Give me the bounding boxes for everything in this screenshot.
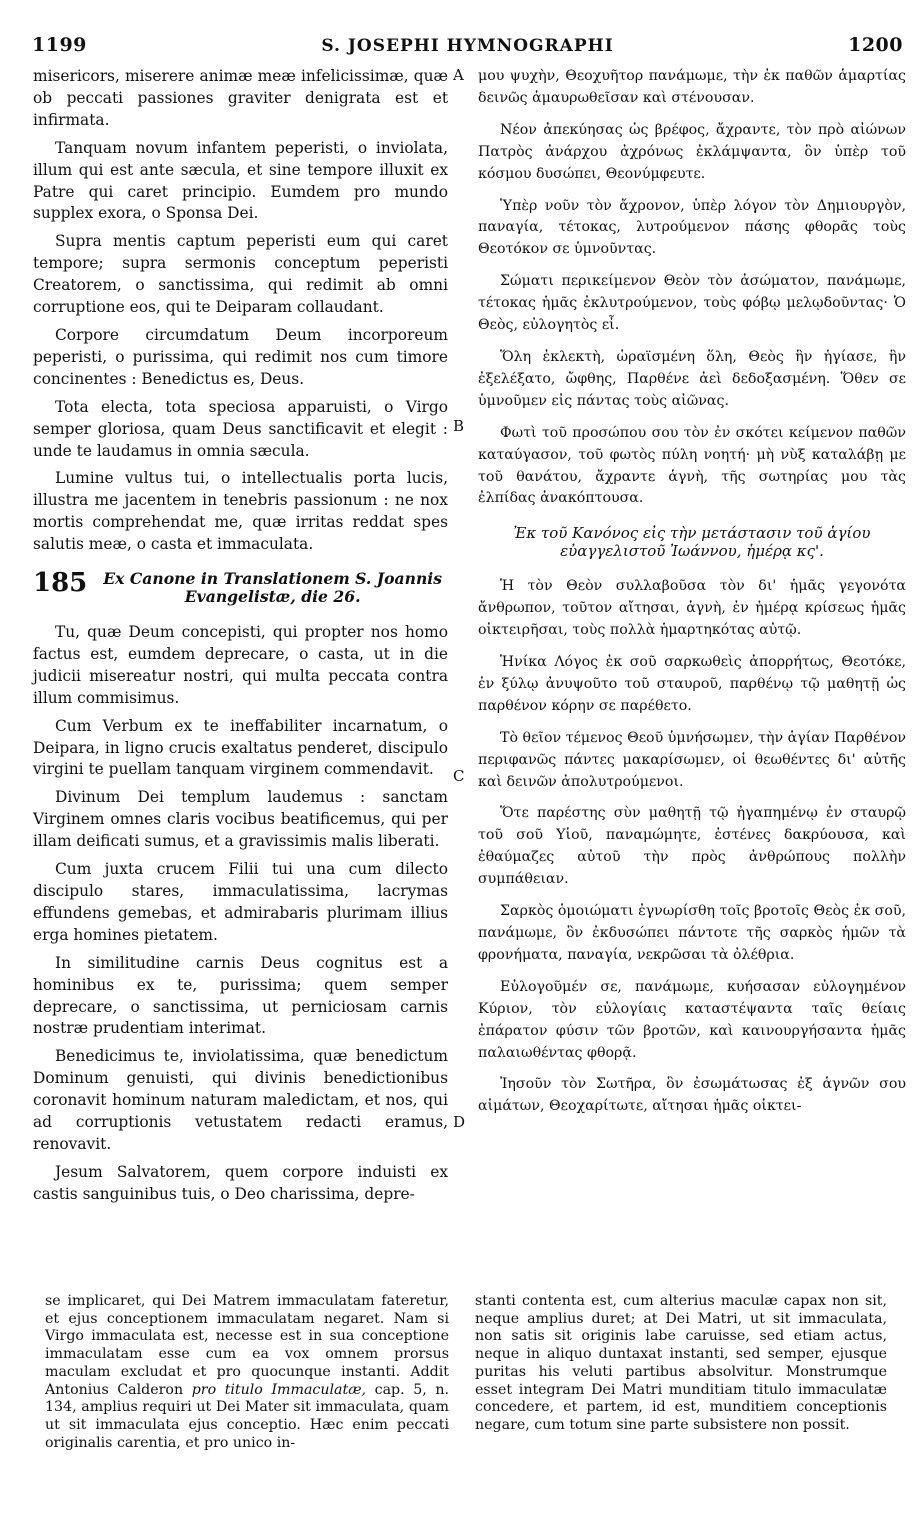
margin-letter-a: A (453, 66, 464, 84)
latin-paragraph: Benedicimus te, inviolatissima, quæ benedictum Dominum genuisti, qui divinis benedictionibus coronavit hominum naturam maledictam, et nos, qui ad corruptionis vetustatem redacti eramus, renovavit. (33, 1047, 448, 1153)
greek-column (478, 66, 906, 1128)
latin-paragraph: Tanquam novum infantem peperisti, o inviolata, illum qui est ante sæcula, et sine tempore illuxit ex Patre qui caret principio. Eumdem pro mundo supplex exora, o Sponsa Dei. (33, 138, 448, 223)
margin-letter-b: B (453, 417, 465, 435)
greek-paragraph: Ὅλη ἐκλεκτὴ, ὡραϊσμένη ὅλη, Θεὸς ἣν ἡγίασε, ἣν ἐξελέξατο, ὤφθης, Παρθένε ἀεὶ δεδοξασμένη. Ὅθεν σε ὑμνοῦμεν εἰς πάντας τοὺς αἰῶνας. (478, 348, 906, 409)
greek-paragraph: Ὑπὲρ νοῦν τὸν ἄχρονον, ὑπὲρ λόγον τὸν Δημιουργὸν, παναγία, τέτοκας, λυτρούμενον πάσης φθορᾶς τοὺς Θεοτόκον σε ὑμνοῦντας. (478, 197, 906, 258)
greek-paragraph: Σώματι περικείμενον Θεὸν τὸν ἀσώματον, πανάμωμε, τέτοκας ἡμᾶς ἐκλυτρούμενον, τοὺς φόβῳ μελῳδοῦντας· Ὁ Θεὸς, εὐλογητὸς εἶ. (478, 273, 906, 334)
latin-paragraph: In similitudine carnis Deus cognitus est a hominibus ex te, purissima; quem semper deprecare, o sanctissima, ut perniciosam carnis nostræ prudentiam interimat. (33, 953, 448, 1038)
footnote-left-text (45, 1293, 449, 1452)
greek-paragraph: Ἰησοῦν τὸν Σωτῆρα, ὃν ἐσωμάτωσας ἐξ ἁγνῶν σου αἱμάτων, Θεοχαρίτωτε, αἴτησαι ἡμᾶς οἰκτει- (478, 1076, 906, 1115)
right-page-number: 1200 (848, 34, 903, 56)
latin-section-heading (33, 570, 448, 606)
footnote-right (475, 1293, 887, 1435)
latin-paragraph: Tu, quæ Deum concepisti, qui propter nos homo factus est, eumdem deprecare, o casta, ut in die judicii misereatur nostri, qui multa peccata contra illum commisimus. (33, 623, 448, 707)
latin-paragraph: Supra mentis captum peperisti eum qui caret tempore; supra sermonis conceptum peperisti Creatorem, o sanctissima, qui redimit ab omni corruptione eos, qui te Deiparam collaudant. (33, 232, 448, 317)
latin-paragraph: misericors, miserere animæ meæ infelicissimæ, quæ ob peccati passiones graviter denigrata est et infirmata. (33, 67, 448, 129)
latin-paragraph: Jesum Salvatorem, quem corpore induisti ex castis sanguinibus tuis, o Deo charissima, depre- (33, 1162, 448, 1203)
section-number: 185 (33, 568, 88, 599)
footnote-right-text: stanti contenta est, cum alterius maculæ capax non sit, neque amplius duret; at Dei Matri, ut sit immaculata, non satis sit originis labe caruisse, sed etiam actus, neque in aliquo duntaxat instanti, sed semper, ejusque puritas his veluti partibus absolvitur. Monstrumque esset integram Dei Matri munditiam titulo immaculatæ concedere, et partem, id est, munditiem conceptionis negare, cum totum sine parte subsistere non possit. (475, 1293, 887, 1433)
greek-paragraph: Εὐλογοῦμέν σε, πανάμωμε, κυήσασαν εὐλογημένον Κύριον, τὸν εὐλογίαις καταστέψαντα ταῖς θείαις ἐπάρατον φύσιν τῶν βροτῶν, καὶ καινουργήσαντα ἡμᾶς παλαιωθέντας φθορᾷ. (478, 978, 906, 1061)
greek-paragraph: Νέον ἀπεκύησας ὡς βρέφος, ἄχραντε, τὸν πρὸ αἰώνων Πατρὸς ἀνάρχου ἀχρόνως ἐκλάμψαντα, ὃν ὑπὲρ τοῦ κόσμου δυσώπει, Θεονύμφευτε. (478, 121, 906, 182)
footnote-italic-citation: pro titulo Immaculatæ, (191, 1381, 367, 1398)
greek-paragraph: Ἡνίκα Λόγος ἐκ σοῦ σαρκωθεὶς ἀπορρήτως, Θεοτόκε, ἐν ξύλῳ ἀνυψοῦτο τοῦ σταυροῦ, παρθένῳ τῷ μαθητῇ ὡς παρθένον κόρην σε παρέθετο. (478, 654, 906, 714)
greek-paragraph: μου ψυχὴν, Θεοχυῆτορ πανάμωμε, τὴν ἐκ παθῶν ἁμαρτίας δεινῶς ἀμαυρωθεῖσαν καὶ στένουσαν. (478, 68, 906, 106)
footnote-text-part: cap. 5, n. 134, amplius requiri ut Dei Mater sit immaculata, quam ut sit immaculata ejus conceptio. Hæc enim peccati originalis carentia, et pro unico in- (45, 1381, 449, 1451)
margin-letter-d: D (453, 1113, 466, 1131)
latin-paragraph: Corpore circumdatum Deum incorporeum peperisti, o purissima, qui redimit nos cum timore concinentes : Benedictus es, Deus. (33, 325, 448, 388)
latin-column (33, 66, 448, 1212)
latin-paragraph: Divinum Dei templum laudemus : sanctam Virginem omnes claris vocibus beatificemus, qui per illam deificati sumus, et a gravissimis malis liberati. (33, 788, 448, 851)
greek-paragraph: Τὸ θεῖον τέμενος Θεοῦ ὑμνήσωμεν, τὴν ἁγίαν Παρθένον περιφανῶς πάντες μακαρίσωμεν, οἱ θεωθέντες δι' αὐτῆς καὶ δεινῶν ἀπολυτρούμενοι. (478, 729, 906, 790)
latin-paragraph: Tota electa, tota speciosa apparuisti, o Virgo semper gloriosa, quam Deus sanctificavit et elegit : unde te laudamus in omnia sæcula. (33, 397, 448, 460)
margin-letter-c: C (453, 767, 465, 785)
running-header (32, 34, 903, 60)
footnote-left (45, 1293, 449, 1452)
latin-paragraph: Lumine vultus tui, o intellectualis porta lucis, illustra me jacentem in tenebris passionum : ne nox mortis comprehendat me, quæ irritas reddat spes salutis meæ, o casta et immaculata. (33, 469, 448, 554)
greek-paragraph: Ἡ τὸν Θεὸν συλλαβοῦσα τὸν δι' ἡμᾶς γεγονότα ἄνθρωπον, τοῦτον αἴτησαι, ἁγνὴ, ἐν ἡμέρᾳ κρίσεως ἡμᾶς οἰκτειρῆσαι, τοὺς πολλὰ ἡμαρτηκότας αὐτῷ. (478, 578, 906, 639)
left-page-number: 1199 (32, 34, 87, 56)
running-title: S. JOSEPHI HYMNOGRAPHI (321, 36, 614, 56)
latin-paragraph: Cum Verbum ex te ineffabiliter incarnatum, o Deipara, in ligno crucis exaltatus penderet, discipulo virgini te puellam tanquam virginem commendavit. (33, 716, 448, 779)
greek-paragraph: Ὅτε παρέστης σὺν μαθητῇ τῷ ἠγαπημένῳ ἐν σταυρῷ τοῦ σοῦ Υἱοῦ, παναμώμητε, ἐστένες δακρύουσα, καὶ ἐθαύμαζες αὐτοῦ τὴν πρὸς ἀνθρώπους πολλὴν συμπάθειαν. (478, 805, 906, 888)
greek-section-title: Ἐκ τοῦ Κανόνος εἰς τὴν μετάστασιν τοῦ ἁγίου εὐαγγελιστοῦ Ἰωάννου, ἡμέρᾳ κς'. (513, 524, 871, 561)
footnote-text-part: se implicaret, qui Dei Matrem immaculatam fateretur, et ejus conceptionem immaculatam negaret. Nam si Virgo immaculata est, necesse est in sua conceptione immaculatam esse cum ea vox omnem prorsus maculam excludat et pro quocunque instanti. Addit Antonius Calderon (45, 1293, 449, 1398)
greek-paragraph: Φωτὶ τοῦ προσώπου σου τὸν ἐν σκότει κείμενον παθῶν καταύγασον, τοῦ φωτὸς πύλη νοητή· μὴ νὺξ καταλάβῃ με τοῦ θανάτου, ἄχραντε ἁγνὴ, τῆς σωτηρίας μου τὰς ἐλπίδας ἀνακόπτουσα. (478, 424, 906, 507)
greek-paragraph: Σαρκὸς ὁμοιώματι ἐγνωρίσθη τοῖς βροτοῖς Θεὸς ἐκ σοῦ, πανάμωμε, ὃν ἐκδυσώπει πάντοτε τῆς σαρκὸς ἡμῶν τὰ φρονήματα, παναγία, νεκρῶσαι τὰ ὀλέθρια. (478, 903, 906, 963)
latin-section-title: Ex Canone in Translationem S. Joannis Evangelistæ, die 26. (103, 569, 442, 607)
latin-paragraph: Cum juxta crucem Filii tui una cum dilecto discipulo stares, immaculatissima, lacrymas effundens gemebas, et admirabaris plurimam illius erga homines pietatem. (33, 860, 448, 944)
